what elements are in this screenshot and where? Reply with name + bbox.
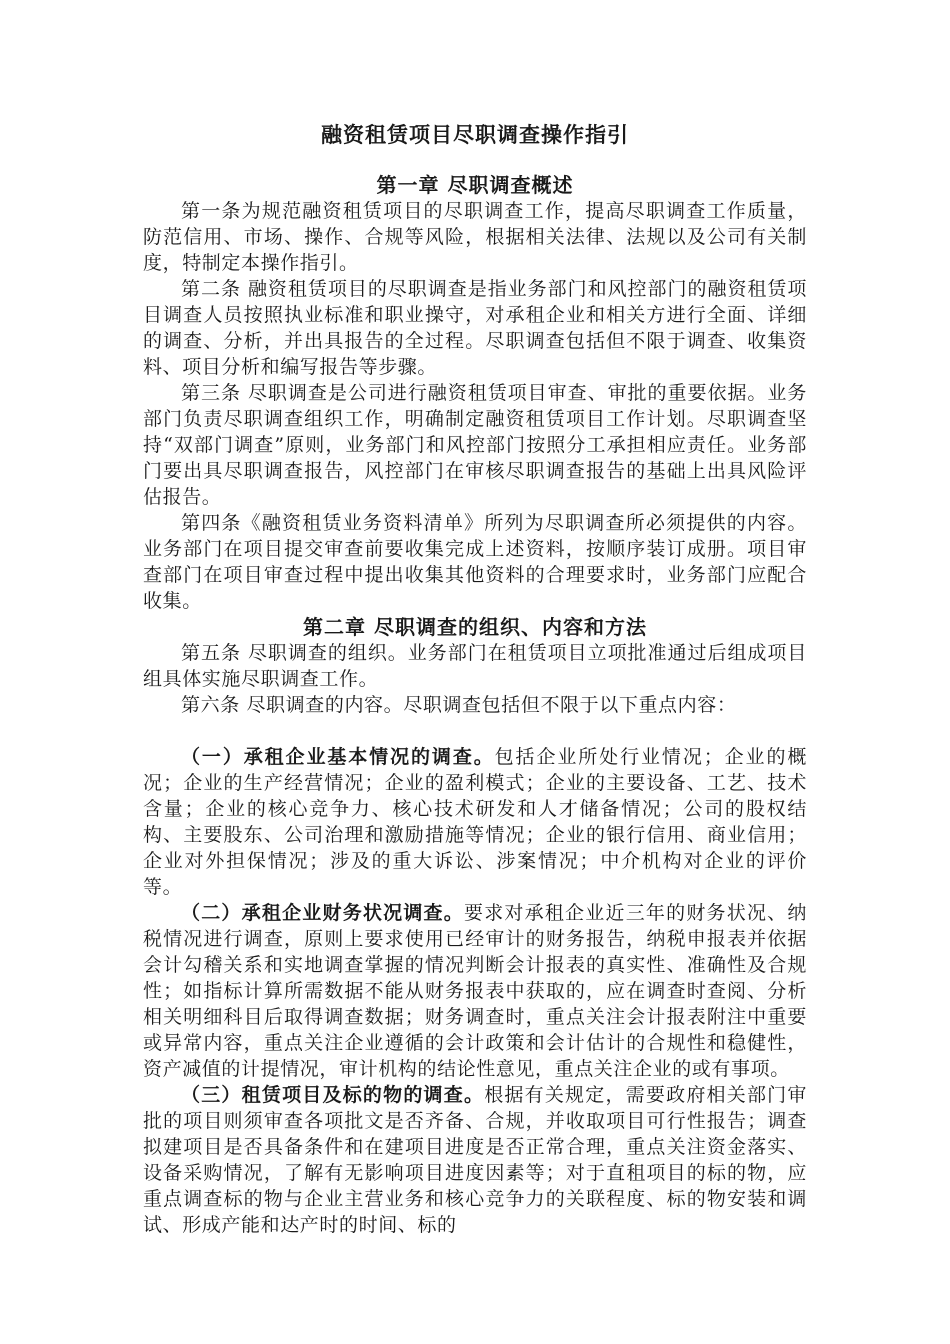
item-1-body: 包括企业所处行业情况；企业的概况；企业的生产经营情况；企业的盈利模式；企业的主要设备、工艺、技术含量；企业的核心竞争力、核心技术研发和人才储备情况；公司的股权结构、主要股东、公司治理和激励措施等情况；企业的银行信用、商业信用；企业对外担保情况；涉及的重大诉讼、涉案情况；中介机构对企业的评价等。 [143,746,807,898]
item-2 [143,900,807,1082]
article-3: 第三条 尽职调查是公司进行融资租赁项目审查、审批的重要依据。业务部门负责尽职调查组织工作，明确制定融资租赁项目工作计划。尽职调查坚持“双部门调查”原则，业务部门和风控部门按照分工承担相应责任。业务部门要出具尽职调查报告，风控部门在审核尽职调查报告的基础上出具风险评估报告。 [143,382,807,508]
document-body [143,120,807,1238]
chapter-1-heading: 第一章 尽职调查概述 [376,173,574,197]
article-5: 第五条 尽职调查的组织。业务部门在租赁项目立项批准通过后组成项目组具体实施尽职调查工作。 [143,642,807,690]
chapter-2-heading: 第二章 尽职调查的组织、内容和方法 [303,615,647,639]
item-3-lead: （三）租赁项目及标的物的调查。 [181,1084,485,1106]
article-6: 第六条 尽职调查的内容。尽职调查包括但不限于以下重点内容： [181,694,737,716]
article-1: 第一条为规范融资租赁项目的尽职调查工作，提高尽职调查工作质量，防范信用、市场、操作、合规等风险，根据相关法律、法规以及公司有关制度，特制定本操作指引。 [143,200,807,274]
item-1-lead: （一）承租企业基本情况的调查。 [181,746,495,768]
item-1 [143,744,807,900]
blank-line [143,718,807,744]
item-2-lead: （二）承租企业财务状况调查。 [181,902,464,924]
item-2-body: 要求对承租企业近三年的财务状况、纳税情况进行调查，原则上要求使用已经审计的财务报告，纳税申报表并依据会计勾稽关系和实地调查掌握的情况判断会计报表的真实性、准确性及合规性；如指标计算所需数据不能从财务报表中获取的，应在调查时查阅、分析相关明细科目后取得调查数据；财务调查时，重点关注会计报表附注中重要或异常内容，重点关注企业遵循的会计政策和会计估计的合规性和稳健性，资产减值的计提情况，审计机构的结论性意见，重点关注企业的或有事项。 [143,902,807,1080]
item-3 [143,1082,807,1238]
item-3-body: 根据有关规定，需要政府相关部门审批的项目则须审查各项批文是否齐备、合规，并收取项目可行性报告；调查拟建项目是否具备条件和在建项目进度是否正常合理，重点关注资金落实、设备采购情况，了解有无影响项目进度因素等；对于直租项目的标的物，应重点调查标的物与企业主营业务和核心竞争力的关联程度、标的物安装和调试、形成产能和达产时的时间、标的 [143,1084,807,1236]
document-title: 融资租赁项目尽职调查操作指引 [321,122,629,147]
article-4: 第四条《融资租赁业务资料清单》所列为尽职调查所必须提供的内容。业务部门在项目提交审查前要收集完成上述资料，按顺序装订成册。项目审查部门在项目审查过程中提出收集其他资料的合理要求时，业务部门应配合收集。 [143,512,807,612]
article-2: 第二条 融资租赁项目的尽职调查是指业务部门和风控部门的融资租赁项目调查人员按照执业标准和职业操守，对承租企业和相关方进行全面、详细的调查、分析，并出具报告的全过程。尽职调查包括但不限于调查、收集资料、项目分析和编写报告等步骤。 [143,278,807,378]
